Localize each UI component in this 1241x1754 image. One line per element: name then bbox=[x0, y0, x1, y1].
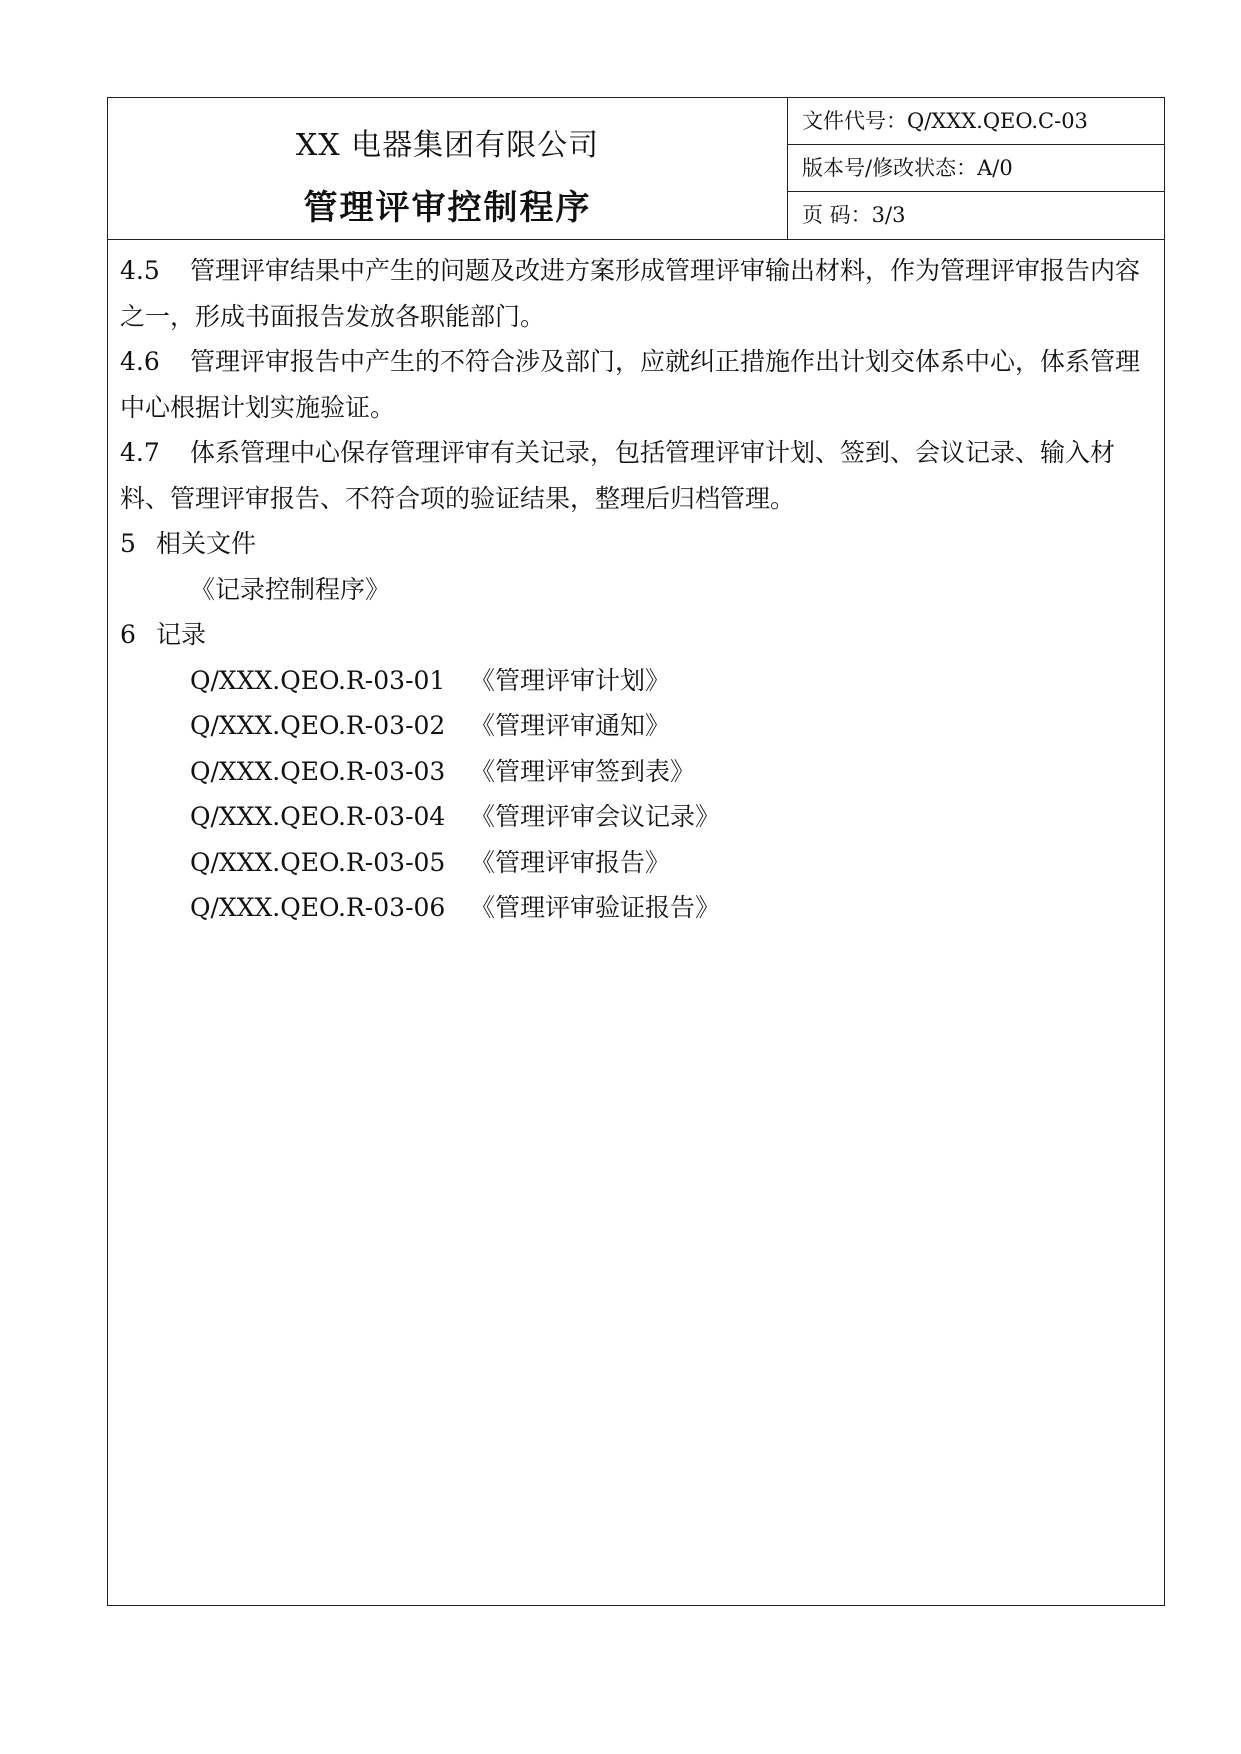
document-body bbox=[120, 248, 1156, 931]
record-code: Q/XXX.QEO.R-03-04 bbox=[190, 802, 446, 831]
record-name: 《管理评审报告》 bbox=[470, 847, 671, 877]
record-code: Q/XXX.QEO.R-03-03 bbox=[190, 756, 446, 786]
section-5-heading bbox=[120, 521, 1156, 567]
record-item bbox=[120, 885, 1156, 931]
document-title: 管理评审控制程序 bbox=[303, 188, 592, 228]
section-number: 6 bbox=[120, 620, 136, 649]
record-code: Q/XXX.QEO.R-03-05 bbox=[190, 847, 446, 877]
record-name: 《管理评审通知》 bbox=[470, 711, 671, 740]
record-item bbox=[120, 840, 1156, 886]
record-item bbox=[120, 703, 1156, 749]
document-header bbox=[108, 98, 1164, 240]
record-code: Q/XXX.QEO.R-03-01 bbox=[190, 665, 446, 695]
record-list bbox=[120, 658, 1156, 931]
paragraph-4-6 bbox=[120, 339, 1156, 430]
clause-text: 管理评审报告中产生的不符合涉及部门，应就纠正措施作出计划交体系中心，体系管理中心根据计划实施验证。 bbox=[120, 347, 1141, 422]
related-document: 《记录控制程序》 bbox=[190, 574, 391, 604]
record-item bbox=[120, 749, 1156, 795]
section-6-heading bbox=[120, 612, 1156, 658]
page-number: 页 码：3/3 bbox=[802, 203, 906, 227]
clause-text: 体系管理中心保存管理评审有关记录，包括管理评审计划、签到、会议记录、输入材料、管理评审报告、不符合项的验证结果，整理后归档管理。 bbox=[120, 438, 1116, 513]
clause-number: 4.6 bbox=[120, 347, 160, 376]
record-name: 《管理评审会议记录》 bbox=[470, 802, 721, 831]
paragraph-4-5 bbox=[120, 248, 1156, 339]
clause-number: 4.7 bbox=[120, 438, 160, 467]
record-name: 《管理评审计划》 bbox=[470, 665, 671, 695]
meta-block bbox=[788, 98, 1164, 239]
section-title: 记录 bbox=[156, 620, 207, 649]
file-code: 文件代号：Q/XXX.QEO.C-03 bbox=[788, 98, 1164, 145]
record-item bbox=[120, 658, 1156, 704]
clause-text: 管理评审结果中产生的问题及改进方案形成管理评审输出材料，作为管理评审报告内容之一，形成书面报告发放各职能部门。 bbox=[120, 256, 1141, 331]
title-block bbox=[108, 98, 788, 239]
document-frame bbox=[107, 97, 1165, 1606]
clause-number: 4.5 bbox=[120, 256, 160, 285]
section-number: 5 bbox=[120, 529, 136, 558]
section-title: 相关文件 bbox=[156, 529, 257, 558]
paragraph-4-7 bbox=[120, 430, 1156, 521]
company-name: XX 电器集团有限公司 bbox=[295, 128, 600, 163]
record-item bbox=[120, 794, 1156, 840]
record-name: 《管理评审签到表》 bbox=[470, 756, 696, 786]
record-code: Q/XXX.QEO.R-03-02 bbox=[190, 711, 446, 740]
record-code: Q/XXX.QEO.R-03-06 bbox=[190, 893, 446, 922]
record-name: 《管理评审验证报告》 bbox=[470, 893, 721, 922]
version-status: 版本号/修改状态：A/0 bbox=[788, 145, 1164, 192]
